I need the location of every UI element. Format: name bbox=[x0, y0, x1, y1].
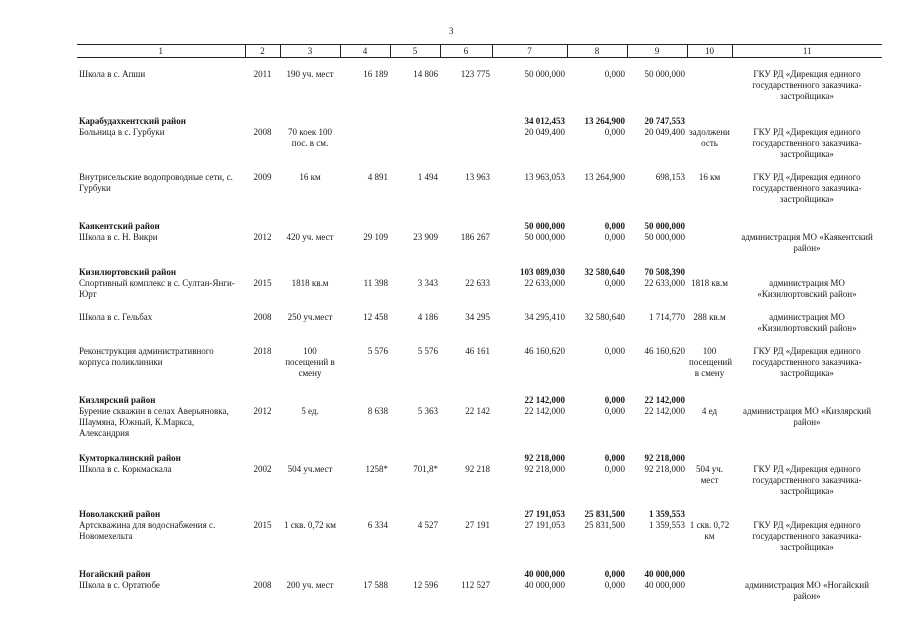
cell-7: 22 142,000 bbox=[524, 406, 565, 416]
cell-7: 40 000,000 bbox=[524, 580, 565, 590]
cell-3: 1818 кв.м bbox=[291, 278, 329, 288]
cell-2: 2008 bbox=[253, 312, 272, 322]
table-row bbox=[77, 58, 882, 103]
cell-9: 22 633,000 bbox=[644, 278, 685, 288]
cell-11: ГКУ РД «Дирекция единого государственного заказчика-застройщика» bbox=[752, 172, 862, 204]
empty-cell bbox=[440, 379, 492, 406]
cell-5: 5 363 bbox=[417, 406, 438, 416]
district-name: Кумторкалинский район bbox=[79, 453, 181, 463]
cell-9: 698,153 bbox=[655, 172, 685, 182]
cell-5: 1 494 bbox=[417, 172, 438, 182]
empty-cell bbox=[340, 379, 390, 406]
district-total-c7: 34 012,453 bbox=[524, 116, 565, 126]
cell-7: 22 633,000 bbox=[524, 278, 565, 288]
cell-10: 1 скв. 0,72 км bbox=[689, 520, 730, 541]
empty-cell bbox=[280, 254, 340, 278]
district-name: Кизилюртовский район bbox=[79, 267, 177, 277]
table-body bbox=[77, 58, 882, 603]
empty-cell bbox=[340, 102, 390, 127]
empty-cell bbox=[440, 439, 492, 464]
cell-11: администрация МО «Кизилюртовский район» bbox=[757, 278, 857, 299]
cell-3: 504 уч.мест bbox=[287, 464, 333, 474]
cell-5: 23 909 bbox=[413, 232, 438, 242]
cell-5: 4 527 bbox=[417, 520, 438, 530]
cell-11: ГКУ РД «Дирекция единого государственного заказчика-застройщика» bbox=[752, 69, 862, 101]
page-number: 3 bbox=[449, 26, 454, 36]
cell-3: 190 уч. мест bbox=[286, 69, 334, 79]
cell-8: 0,000 bbox=[604, 346, 625, 356]
cell-6: 34 295 bbox=[465, 312, 490, 322]
district-total-c9: 92 218,000 bbox=[644, 453, 685, 463]
cell-10: 288 кв.м bbox=[693, 312, 726, 322]
district-total-c7: 22 142,000 bbox=[524, 395, 565, 405]
district-total-c9: 1 359,553 bbox=[649, 509, 685, 519]
district-name: Каякентский район bbox=[79, 221, 160, 231]
cell-3: 5 ед. bbox=[301, 406, 319, 416]
cell-2: 2012 bbox=[253, 232, 272, 242]
cell-3: 250 уч.мест bbox=[287, 312, 333, 322]
cell-11: ГКУ РД «Дирекция единого государственного заказчика-застройщика» bbox=[752, 464, 862, 496]
district-total-row bbox=[77, 553, 882, 580]
empty-cell bbox=[390, 102, 440, 127]
cell-10 bbox=[687, 232, 732, 254]
cell-8: 0,000 bbox=[604, 406, 625, 416]
cell-8: 13 264,900 bbox=[584, 172, 625, 182]
empty-cell bbox=[687, 254, 732, 278]
empty-cell bbox=[732, 439, 882, 464]
district-name: Кизлярский район bbox=[79, 395, 156, 405]
cell-6: 22 633 bbox=[465, 278, 490, 288]
empty-cell bbox=[245, 254, 280, 278]
empty-cell bbox=[245, 553, 280, 580]
cell-1: Реконструкция административного корпуса поликлиники bbox=[79, 346, 214, 367]
empty-cell bbox=[280, 439, 340, 464]
cell-3: 100 посещений в смену bbox=[285, 346, 335, 378]
cell-8: 32 580,640 bbox=[584, 312, 625, 322]
empty-cell bbox=[340, 205, 390, 232]
empty-cell bbox=[340, 553, 390, 580]
empty-cell bbox=[687, 379, 732, 406]
cell-5: 5 576 bbox=[417, 346, 438, 356]
cell-7: 50 000,000 bbox=[524, 69, 565, 79]
cell-6: 22 142 bbox=[465, 406, 490, 416]
cell-1: Внутрисельские водопроводные сети, с. Гурбуки bbox=[79, 172, 233, 193]
cell-4: 8 638 bbox=[367, 406, 388, 416]
cell-10: 4 ед bbox=[701, 406, 718, 416]
cell-4: 5 576 bbox=[367, 346, 388, 356]
column-header-2: 2 bbox=[245, 45, 280, 58]
cell-1: Школа в с. Апши bbox=[79, 69, 146, 79]
cell-3: 200 уч. мест bbox=[286, 580, 334, 590]
cell-7: 50 000,000 bbox=[524, 232, 565, 242]
empty-cell bbox=[280, 205, 340, 232]
cell-1: Артскважина для водоснабжения с. Новомехельта bbox=[79, 520, 216, 541]
empty-cell bbox=[687, 102, 732, 127]
cell-5: 701,8* bbox=[413, 464, 438, 474]
empty-cell bbox=[687, 439, 732, 464]
cell-7: 20 049,400 bbox=[524, 127, 565, 137]
column-header-9: 9 bbox=[627, 45, 687, 58]
cell-11: ГКУ РД «Дирекция единого государственного заказчика-застройщика» bbox=[752, 346, 862, 378]
district-total-c9: 22 142,000 bbox=[644, 395, 685, 405]
cell-2: 2008 bbox=[253, 580, 272, 590]
district-total-row bbox=[77, 205, 882, 232]
cell-10: 16 км bbox=[698, 172, 721, 182]
district-name: Ногайский район bbox=[79, 569, 151, 579]
cell-3: 70 коек 100 пос. в см. bbox=[288, 127, 332, 148]
cell-10 bbox=[687, 58, 732, 103]
empty-cell bbox=[440, 254, 492, 278]
column-header-5: 5 bbox=[390, 45, 440, 58]
empty-cell bbox=[390, 205, 440, 232]
cell-11: администрация МО «Кизилюртовский район» bbox=[757, 312, 857, 333]
cell-3: 420 уч. мест bbox=[286, 232, 334, 242]
cell-2: 2018 bbox=[253, 346, 272, 356]
empty-cell bbox=[390, 379, 440, 406]
cell-5 bbox=[390, 127, 440, 160]
district-total-c8: 32 580,640 bbox=[584, 267, 625, 277]
cell-2: 2008 bbox=[253, 127, 272, 137]
cell-9: 50 000,000 bbox=[644, 69, 685, 79]
cell-6: 27 191 bbox=[465, 520, 490, 530]
cell-9: 40 000,000 bbox=[644, 580, 685, 590]
objects-table bbox=[77, 44, 882, 602]
cell-1: Школа в с. Ортатюбе bbox=[79, 580, 160, 590]
cell-6: 123 775 bbox=[460, 69, 490, 79]
cell-4 bbox=[340, 127, 390, 160]
cell-9: 22 142,000 bbox=[644, 406, 685, 416]
district-total-c7: 27 191,053 bbox=[524, 509, 565, 519]
column-header-3: 3 bbox=[280, 45, 340, 58]
table-header-row bbox=[77, 45, 882, 58]
district-total-c8: 0,000 bbox=[604, 569, 625, 579]
cell-1: Школа в с. Гельбах bbox=[79, 312, 153, 322]
column-header-6: 6 bbox=[440, 45, 492, 58]
cell-2: 2009 bbox=[253, 172, 272, 182]
cell-9: 92 218,000 bbox=[644, 464, 685, 474]
empty-cell bbox=[245, 379, 280, 406]
empty-cell bbox=[245, 102, 280, 127]
district-total-c8: 0,000 bbox=[604, 395, 625, 405]
table-row bbox=[77, 278, 882, 300]
district-total-row bbox=[77, 497, 882, 520]
cell-8: 0,000 bbox=[604, 69, 625, 79]
cell-1: Школа в с. Коркмаскала bbox=[79, 464, 172, 474]
empty-cell bbox=[732, 205, 882, 232]
cell-10: 504 уч. мест bbox=[695, 464, 724, 485]
table-row bbox=[77, 520, 882, 553]
cell-9: 50 000,000 bbox=[644, 232, 685, 242]
cell-6: 186 267 bbox=[460, 232, 490, 242]
empty-cell bbox=[732, 102, 882, 127]
district-total-c7: 40 000,000 bbox=[524, 569, 565, 579]
cell-10 bbox=[687, 580, 732, 602]
empty-cell bbox=[245, 497, 280, 520]
cell-5: 12 596 bbox=[413, 580, 438, 590]
cell-7: 92 218,000 bbox=[524, 464, 565, 474]
cell-5: 4 186 bbox=[417, 312, 438, 322]
column-header-1: 1 bbox=[77, 45, 245, 58]
empty-cell bbox=[687, 497, 732, 520]
district-total-row bbox=[77, 254, 882, 278]
empty-cell bbox=[440, 102, 492, 127]
cell-4: 17 588 bbox=[363, 580, 388, 590]
district-total-c8: 0,000 bbox=[604, 453, 625, 463]
cell-9: 1 714,770 bbox=[649, 312, 685, 322]
column-header-8: 8 bbox=[567, 45, 627, 58]
cell-6: 112 527 bbox=[461, 580, 490, 590]
cell-9: 20 049,400 bbox=[644, 127, 685, 137]
empty-cell bbox=[732, 254, 882, 278]
cell-6: 46 161 bbox=[465, 346, 490, 356]
cell-2: 2011 bbox=[253, 69, 272, 79]
table-row bbox=[77, 406, 882, 439]
cell-9: 1 359,553 bbox=[649, 520, 685, 530]
empty-cell bbox=[687, 205, 732, 232]
district-total-row bbox=[77, 379, 882, 406]
cell-8: 0,000 bbox=[604, 464, 625, 474]
cell-11: ГКУ РД «Дирекция единого государственного заказчика-застройщика» bbox=[752, 127, 862, 159]
empty-cell bbox=[440, 553, 492, 580]
cell-5: 3 343 bbox=[417, 278, 438, 288]
cell-2: 2002 bbox=[253, 464, 272, 474]
empty-cell bbox=[340, 497, 390, 520]
empty-cell bbox=[732, 379, 882, 406]
cell-1: Спортивный комплекс в с. Султан-Янги-Юрт bbox=[79, 278, 235, 299]
empty-cell bbox=[390, 497, 440, 520]
cell-6 bbox=[440, 127, 492, 160]
empty-cell bbox=[280, 102, 340, 127]
cell-3: 16 км bbox=[299, 172, 321, 182]
cell-7: 27 191,053 bbox=[524, 520, 565, 530]
cell-11: администрация МО «Каякентский район» bbox=[741, 232, 873, 253]
table-row bbox=[77, 127, 882, 160]
district-total-c8: 0,000 bbox=[604, 221, 625, 231]
table-row bbox=[77, 232, 882, 254]
cell-5: 14 806 bbox=[413, 69, 438, 79]
empty-cell bbox=[340, 254, 390, 278]
district-total-c7: 50 000,000 bbox=[524, 221, 565, 231]
cell-11: администрация МО «Кизлярский район» bbox=[742, 406, 872, 427]
empty-cell bbox=[280, 553, 340, 580]
cell-10: 100 посещений в смену bbox=[689, 346, 733, 378]
cell-4: 11 398 bbox=[363, 278, 388, 288]
empty-cell bbox=[732, 497, 882, 520]
cell-10: 1818 кв.м bbox=[691, 278, 728, 288]
cell-4: 1258* bbox=[365, 464, 388, 474]
empty-cell bbox=[340, 439, 390, 464]
cell-6: 92 218 bbox=[465, 464, 490, 474]
table-row bbox=[77, 160, 882, 205]
empty-cell bbox=[390, 254, 440, 278]
district-total-c9: 40 000,000 bbox=[644, 569, 685, 579]
district-total-c7: 92 218,000 bbox=[524, 453, 565, 463]
district-total-c9: 50 000,000 bbox=[644, 221, 685, 231]
empty-cell bbox=[390, 553, 440, 580]
cell-4: 4 891 bbox=[367, 172, 388, 182]
empty-cell bbox=[280, 379, 340, 406]
cell-4: 29 109 bbox=[363, 232, 388, 242]
cell-8: 0,000 bbox=[604, 278, 625, 288]
column-header-4: 4 bbox=[340, 45, 390, 58]
district-total-c9: 20 747,553 bbox=[644, 116, 685, 126]
district-name: Карабудахкентский район bbox=[79, 116, 186, 126]
column-header-10: 10 bbox=[687, 45, 732, 58]
cell-2: 2012 bbox=[253, 406, 272, 416]
empty-cell bbox=[732, 553, 882, 580]
district-total-row bbox=[77, 439, 882, 464]
cell-2: 2015 bbox=[253, 278, 272, 288]
cell-4: 12 458 bbox=[363, 312, 388, 322]
cell-7: 13 963,053 bbox=[524, 172, 565, 182]
cell-2: 2015 bbox=[253, 520, 272, 530]
cell-4: 16 189 bbox=[363, 69, 388, 79]
empty-cell bbox=[245, 205, 280, 232]
empty-cell bbox=[390, 439, 440, 464]
district-total-c7: 103 089,030 bbox=[520, 267, 565, 277]
column-header-11: 11 bbox=[732, 45, 882, 58]
table-row bbox=[77, 580, 882, 602]
cell-4: 6 334 bbox=[367, 520, 388, 530]
district-total-c9: 70 508,390 bbox=[644, 267, 685, 277]
empty-cell bbox=[440, 497, 492, 520]
table-row bbox=[77, 334, 882, 379]
empty-cell bbox=[280, 497, 340, 520]
table-row bbox=[77, 464, 882, 497]
cell-1: Больница в с. Гурбуки bbox=[79, 127, 165, 137]
cell-11: администрация МО «Ногайский район» bbox=[744, 580, 870, 601]
cell-8: 0,000 bbox=[604, 127, 625, 137]
cell-1: Школа в с. Н. Викри bbox=[79, 232, 158, 242]
cell-8: 0,000 bbox=[604, 580, 625, 590]
cell-7: 46 160,620 bbox=[524, 346, 565, 356]
column-header-7: 7 bbox=[492, 45, 567, 58]
district-total-c8: 25 831,500 bbox=[584, 509, 625, 519]
table-row bbox=[77, 300, 882, 334]
empty-cell bbox=[440, 205, 492, 232]
cell-6: 13 963 bbox=[465, 172, 490, 182]
cell-7: 34 295,410 bbox=[524, 312, 565, 322]
cell-8: 0,000 bbox=[604, 232, 625, 242]
district-total-c8: 13 264,900 bbox=[584, 116, 625, 126]
district-name: Новолакский район bbox=[79, 509, 161, 519]
cell-3: 1 скв. 0,72 км bbox=[284, 520, 336, 530]
empty-cell bbox=[245, 439, 280, 464]
cell-11: ГКУ РД «Дирекция единого государственного заказчика-застройщика» bbox=[752, 520, 862, 552]
cell-8: 25 831,500 bbox=[584, 520, 625, 530]
cell-10: задолжени ость bbox=[689, 127, 730, 148]
district-total-row bbox=[77, 102, 882, 127]
cell-9: 46 160,620 bbox=[644, 346, 685, 356]
empty-cell bbox=[687, 553, 732, 580]
cell-1: Бурение скважин в селах Аверьяновка, Шаумяна, Южный, К.Маркса, Александрия bbox=[79, 406, 229, 438]
